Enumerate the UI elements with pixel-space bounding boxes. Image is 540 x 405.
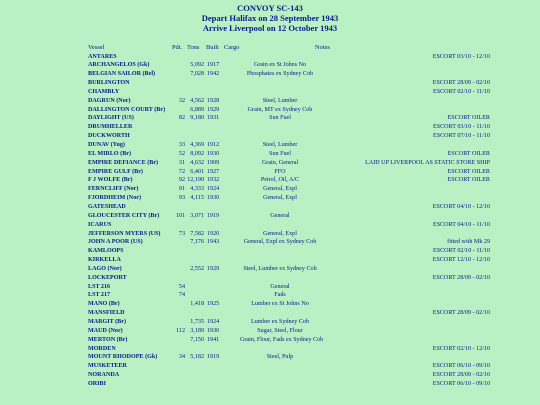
built-cell: 1924 bbox=[207, 319, 220, 325]
depart-line: Depart Halifax on 28 September 1943 bbox=[201, 13, 339, 23]
vessel-cell: F J WOLFE (Br) bbox=[88, 177, 133, 184]
column-header-tons: Tons bbox=[187, 44, 200, 51]
table-row bbox=[0, 88, 540, 96]
column-header-vessel: Vessel bbox=[88, 44, 105, 51]
table-row bbox=[0, 336, 540, 344]
table-row bbox=[0, 291, 540, 299]
tons-cell: 7,176 bbox=[190, 239, 204, 246]
vessel-cell: ANTARES bbox=[88, 53, 117, 60]
tons-cell: 8,092 bbox=[190, 150, 204, 157]
notes-cell: ESCORT OILER bbox=[447, 168, 490, 175]
vessel-cell: EMPIRE DEFIANCE (Br) bbox=[88, 159, 159, 166]
pdt-cell: 73 bbox=[178, 230, 185, 237]
table-row bbox=[0, 97, 540, 105]
table-row bbox=[0, 327, 540, 335]
column-header-cargo: Cargo bbox=[224, 44, 240, 51]
table-row bbox=[0, 194, 540, 202]
table-row bbox=[0, 176, 540, 184]
built-cell: 1919 bbox=[207, 354, 220, 361]
built-cell: 1929 bbox=[207, 106, 220, 113]
table-row bbox=[0, 265, 540, 273]
notes-cell: ESCORT 28/09 - 02/10 bbox=[432, 80, 490, 87]
vessel-cell: MERTON (Br) bbox=[88, 336, 128, 343]
vessel-cell: MANSFIELD bbox=[88, 310, 125, 317]
vessel-cell: GATESHEAD bbox=[88, 203, 126, 210]
table-row bbox=[0, 256, 540, 264]
notes-cell: fitted with Mk 29 bbox=[447, 239, 490, 246]
tons-cell: 7,028 bbox=[190, 71, 204, 78]
vessel-cell: LST 217 bbox=[88, 292, 111, 299]
notes-cell: ESCORT 06/10 - 09/10 bbox=[432, 380, 490, 387]
vessel-cell: ORIBI bbox=[88, 380, 106, 387]
vessel-cell: MANO (Br) bbox=[88, 301, 120, 308]
built-cell: 1931 bbox=[207, 115, 220, 122]
vessel-cell: DUCKWORTH bbox=[88, 133, 130, 140]
table-row bbox=[0, 185, 540, 193]
tons-cell: 9,180 bbox=[190, 115, 204, 122]
table-row bbox=[0, 283, 540, 291]
table-row bbox=[0, 300, 540, 308]
notes-cell: ESCORT 03/10 - 11/10 bbox=[432, 124, 490, 131]
pdt-cell: 31 bbox=[178, 159, 185, 166]
table-row bbox=[0, 61, 540, 69]
vessel-cell: CHAMBLY bbox=[88, 88, 120, 95]
table-row bbox=[0, 371, 540, 379]
built-cell: 1929 bbox=[207, 265, 220, 272]
table-row bbox=[0, 212, 540, 220]
table-row bbox=[0, 274, 540, 282]
cargo-cell: General, Expl bbox=[263, 230, 297, 237]
notes-cell: ESCORT 06/10 - 09/10 bbox=[432, 363, 490, 370]
table-row bbox=[0, 53, 540, 61]
built-cell: 1930 bbox=[207, 327, 220, 334]
table-row bbox=[0, 123, 540, 131]
built-cell: 1941 bbox=[207, 336, 220, 343]
cargo-cell: Phosphates ex Sydney Cob bbox=[246, 71, 314, 78]
vessel-cell: LST 216 bbox=[88, 283, 111, 290]
table-row bbox=[0, 221, 540, 229]
pdt-cell: 93 bbox=[178, 195, 185, 202]
notes-cell: ESCORT 04/10 - 11/10 bbox=[432, 221, 490, 228]
pdt-cell: 72 bbox=[178, 168, 185, 175]
table-row bbox=[0, 318, 540, 326]
cargo-cell: Grain, General bbox=[261, 159, 299, 166]
built-cell: 1930 bbox=[207, 195, 220, 202]
pdt-cell: 33 bbox=[178, 142, 185, 148]
tons-cell: 1,418 bbox=[190, 301, 204, 308]
cargo-cell: Sun Fuel bbox=[269, 115, 291, 122]
vessel-cell: MAUD (Nor) bbox=[88, 327, 123, 334]
table-row bbox=[0, 70, 540, 78]
cargo-cell: Steel, Lumber bbox=[262, 97, 298, 104]
cargo-cell: Fads bbox=[274, 292, 286, 299]
column-header-pdt: Pdt. bbox=[172, 44, 183, 51]
pdt-cell: 74 bbox=[178, 292, 185, 299]
built-cell: 1943 bbox=[207, 239, 220, 246]
vessel-cell: GLOUCESTER CITY (Br) bbox=[88, 212, 160, 219]
pdt-cell: 101 bbox=[175, 212, 185, 219]
notes-cell: LAID UP LIVERPOOL AS STATIC STORE SHIP bbox=[365, 159, 490, 166]
vessel-cell: DRUMHELLER bbox=[88, 124, 133, 131]
vessel-cell: KAMLOOPS bbox=[88, 248, 124, 255]
table-row bbox=[0, 362, 540, 370]
built-cell: 1925 bbox=[207, 301, 220, 308]
cargo-cell: General bbox=[270, 283, 290, 290]
notes-cell: ESCORT 07/10 - 11/10 bbox=[432, 133, 490, 140]
cargo-cell: General, Expl bbox=[263, 195, 297, 202]
built-cell: 1930 bbox=[207, 150, 220, 157]
vessel-cell: EL MIRLO (Br) bbox=[88, 150, 131, 157]
tons-cell: 4,632 bbox=[190, 159, 204, 166]
tons-cell: 3,071 bbox=[190, 212, 204, 219]
tons-cell: 5,182 bbox=[190, 354, 204, 361]
tons-cell: 2,552 bbox=[190, 265, 204, 272]
pdt-cell: 91 bbox=[178, 186, 185, 193]
cargo-cell: Petrol, Oil, A/C bbox=[260, 177, 300, 184]
notes-cell: ESCORT 28/09 - 02/10 bbox=[432, 310, 490, 317]
tons-cell: 6,889 bbox=[190, 106, 204, 113]
table-row bbox=[0, 247, 540, 255]
vessel-cell: FERNCLIFF (Nor) bbox=[88, 186, 139, 193]
vessel-cell: KIRKELLA bbox=[88, 257, 121, 264]
notes-cell: ESCORT 28/09 - 02/10 bbox=[432, 372, 490, 379]
cargo-cell: Sun Fuel bbox=[269, 150, 291, 157]
pdt-cell: 112 bbox=[176, 327, 185, 334]
vessel-cell: EMPIRE GULF (Br) bbox=[88, 168, 143, 175]
tons-cell: 4,369 bbox=[190, 142, 204, 148]
pdt-cell: 92 bbox=[178, 177, 185, 184]
notes-cell: ESCORT 03/10 - 12/10 bbox=[432, 53, 490, 60]
vessel-cell: LOCKEPORT bbox=[88, 274, 127, 281]
vessel-cell: DUNAV (Yug) bbox=[88, 142, 125, 148]
vessel-cell: DAYLIGHT (US) bbox=[88, 115, 134, 122]
tons-cell: 4,115 bbox=[190, 195, 204, 202]
pdt-cell: 52 bbox=[178, 150, 185, 157]
tons-cell: 6,401 bbox=[190, 168, 204, 175]
table-row bbox=[0, 79, 540, 87]
cargo-cell: Steel, Lumber bbox=[262, 142, 298, 148]
pdt-cell: 54 bbox=[178, 283, 185, 290]
cargo-cell: Steel, Lumber ex Sydney Cob bbox=[243, 265, 317, 272]
built-cell: 1942 bbox=[207, 71, 220, 78]
built-cell: 1912 bbox=[207, 142, 220, 148]
vessel-cell: MARGIT (Br) bbox=[88, 319, 126, 325]
built-cell: 1924 bbox=[207, 186, 220, 193]
notes-cell: ESCORT 02/10 - 11/10 bbox=[432, 88, 490, 95]
pdt-cell: 32 bbox=[178, 97, 185, 104]
notes-cell: ESCORT OILER bbox=[447, 150, 490, 157]
vessel-cell: ARCHANGELOS (Gk) bbox=[88, 62, 150, 69]
vessel-cell: JOHN A POOR (US) bbox=[88, 239, 143, 246]
notes-cell: ESCORT 02/10 - 12/10 bbox=[432, 345, 490, 352]
vessel-cell: NORANDA bbox=[88, 372, 120, 379]
notes-cell: ESCORT 12/10 - 12/10 bbox=[432, 257, 490, 264]
table-row bbox=[0, 141, 540, 149]
vessel-cell: LAGO (Nor) bbox=[88, 265, 122, 272]
built-cell: 1927 bbox=[207, 168, 220, 175]
table-row bbox=[0, 132, 540, 140]
tons-cell: 4,562 bbox=[190, 97, 204, 104]
cargo-cell: Grain ex St Johns No bbox=[253, 62, 307, 69]
tons-cell: 7,582 bbox=[190, 230, 204, 237]
table-row bbox=[0, 150, 540, 158]
vessel-cell: MORDEN bbox=[88, 345, 116, 352]
vessel-cell: BURLINGTON bbox=[88, 80, 130, 87]
built-cell: 1932 bbox=[207, 177, 220, 184]
table-row bbox=[0, 238, 540, 246]
vessel-cell: MOUNT RHODOPE (Gk) bbox=[88, 354, 158, 361]
vessel-cell: ICARUS bbox=[88, 221, 112, 228]
vessel-cell: DALLINGTON COURT (Br) bbox=[88, 106, 166, 113]
column-header-built: Built bbox=[206, 44, 219, 51]
table-row bbox=[0, 159, 540, 167]
notes-cell: ESCORT 04/10 - 12/10 bbox=[432, 203, 490, 210]
cargo-cell: Sugar, Steel, Flour bbox=[257, 327, 303, 334]
table-row bbox=[0, 380, 540, 388]
column-header-notes: Notes bbox=[315, 44, 330, 51]
built-cell: 1920 bbox=[207, 230, 220, 237]
notes-cell: ESCORT OILER bbox=[447, 115, 490, 122]
built-cell: 1928 bbox=[207, 97, 220, 104]
vessel-cell: JEFFERSON MYERS (US) bbox=[88, 230, 161, 237]
cargo-cell: Steel, Pulp bbox=[266, 354, 294, 361]
table-row bbox=[0, 168, 540, 176]
table-row bbox=[0, 114, 540, 122]
vessel-cell: DAGRUN (Nor) bbox=[88, 97, 131, 104]
table-row bbox=[0, 309, 540, 317]
tons-cell: 4,333 bbox=[190, 186, 204, 193]
cargo-cell: Grain, Flour, Fads ex Sydney Cob bbox=[240, 336, 324, 343]
vessel-cell: MUSKETEER bbox=[88, 363, 127, 370]
cargo-cell: Lumber ex Sydney Cob bbox=[250, 319, 310, 325]
cargo-cell: General bbox=[270, 212, 290, 219]
table-row bbox=[0, 230, 540, 238]
tons-cell: 5,092 bbox=[190, 62, 204, 69]
table-row bbox=[0, 353, 540, 361]
tons-cell: 7,150 bbox=[190, 336, 204, 343]
arrive-line: Arrive Liverpool on 12 October 1943 bbox=[202, 23, 338, 33]
cargo-cell: Grain, MT ex Sydney Cob bbox=[247, 106, 313, 113]
cargo-cell: General, Expl ex Sydney Cob bbox=[243, 239, 317, 246]
cargo-cell: FFO bbox=[274, 168, 286, 175]
notes-cell: ESCORT 28/09 - 02/10 bbox=[432, 274, 490, 281]
pdt-cell: 82 bbox=[178, 115, 185, 122]
built-cell: 1917 bbox=[207, 62, 220, 69]
built-cell: 1919 bbox=[207, 212, 220, 219]
cargo-cell: Lumber ex St Johns No bbox=[251, 301, 309, 308]
tons-cell: 3,189 bbox=[190, 327, 204, 334]
convoy-title: CONVOY SC-143 bbox=[237, 3, 303, 13]
pdt-cell: 34 bbox=[178, 354, 185, 361]
table-row bbox=[0, 203, 540, 211]
notes-cell: ESCORT 02/10 - 11/10 bbox=[432, 248, 490, 255]
notes-cell: ESCORT OILER bbox=[447, 177, 490, 184]
cargo-cell: General, Expl bbox=[263, 186, 297, 193]
table-row bbox=[0, 106, 540, 114]
vessel-cell: FJORDHEIM (Nor) bbox=[88, 195, 141, 202]
built-cell: 1909 bbox=[207, 159, 220, 166]
tons-cell: 12,190 bbox=[187, 177, 204, 184]
table-row bbox=[0, 345, 540, 353]
vessel-cell: BELGIAN SAILOR (Bel) bbox=[88, 71, 156, 78]
tons-cell: 1,735 bbox=[190, 319, 204, 325]
